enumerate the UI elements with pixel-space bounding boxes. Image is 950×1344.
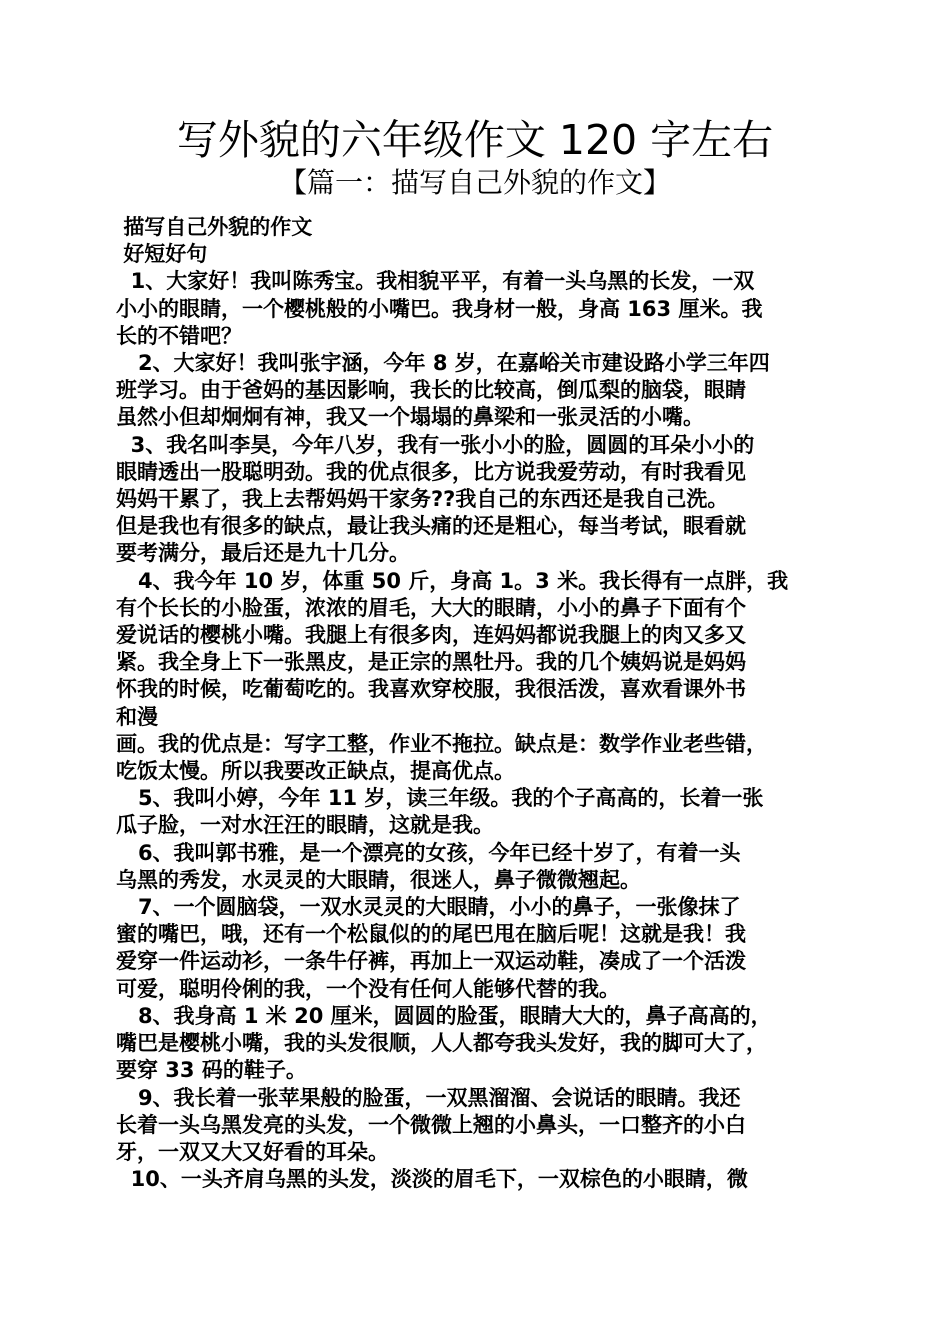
text-line: 描写自己外貌的作文 — [116, 215, 313, 239]
text-line: 瓜子脸，一对水汪汪的眼睛，这就是我。 — [116, 813, 494, 838]
text-line: 好短好句 — [116, 242, 208, 267]
text-line: 5、我叫小婷，今年 11 岁，读三年级。我的个子高高的，长着一张 — [116, 786, 764, 811]
document-body — [116, 214, 852, 1193]
text-line: 长的不错吧？ — [116, 323, 242, 348]
document-title: 写外貌的六年级作文 120 字左右 — [176, 116, 774, 164]
text-line: 3、我名叫李昊，今年八岁，我有一张小小的脸，圆圆的耳朵小小的 — [116, 432, 755, 457]
text-line: 爱穿一件运动衫，一条牛仔裤，再加上一双运动鞋，凑成了一个活泼 — [116, 949, 746, 974]
text-line: 班学习。由于爸妈的基因影响，我长的比较高，倒瓜梨的脑袋，眼睛 — [116, 378, 746, 403]
text-line: 嘴巴是樱桃小嘴，我的头发很顺，人人都夸我头发好，我的脚可大了， — [116, 1031, 767, 1056]
text-line: 怀我的时候，吃葡萄吃的。我喜欢穿校服，我很活泼，喜欢看课外书 — [116, 677, 746, 702]
text-line: 要考满分，最后还是九十几分。 — [116, 541, 410, 566]
text-line: 10、一头齐肩乌黑的头发，淡淡的眉毛下，一双棕色的小眼睛，微 — [116, 1167, 748, 1192]
text-line: 画。我的优点是：写字工整，作业不拖拉。缺点是：数学作业老些错， — [116, 731, 767, 756]
text-line: 虽然小但却炯炯有神，我又一个塌塌的鼻梁和一张灵活的小嘴。 — [116, 405, 704, 430]
text-line: 4、我今年 10 岁，体重 50 斤，身高 1。3 米。我长得有一点胖，我 — [116, 568, 789, 593]
text-line: 但是我也有很多的缺点，最让我头痛的还是粗心，每当考试，眼看就 — [116, 514, 746, 539]
text-line: 要穿 33 码的鞋子。 — [116, 1058, 307, 1083]
text-line: 有个长长的小脸蛋，浓浓的眉毛，大大的眼睛，小小的鼻子下面有个 — [116, 595, 746, 620]
text-line: 爱说话的樱桃小嘴。我腿上有很多肉，连妈妈都说我腿上的肉又多又 — [116, 623, 746, 648]
text-line: 长着一头乌黑发亮的头发，一个微微上翘的小鼻头，一口整齐的小白 — [116, 1112, 746, 1137]
text-line: 1、大家好！我叫陈秀宝。我相貌平平，有着一头乌黑的长发，一双 — [116, 269, 755, 294]
text-line: 乌黑的秀发，水灵灵的大眼睛，很迷人，鼻子微微翘起。 — [116, 867, 641, 892]
text-line: 和漫 — [116, 704, 158, 729]
text-line: 妈妈干累了，我上去帮妈妈干家务??我自己的东西还是我自己洗。 — [116, 487, 729, 512]
document-subtitle: 【篇一：描写自己外貌的作文】 — [278, 166, 671, 199]
text-line: 吃饭太慢。所以我要改正缺点，提高优点。 — [116, 759, 515, 784]
text-line: 小小的眼睛，一个樱桃般的小嘴巴。我身材一般，身高 163 厘米。我 — [116, 296, 763, 321]
text-line: 2、大家好！我叫张宇涵，今年 8 岁，在嘉峪关市建设路小学三年四 — [116, 351, 770, 376]
text-line: 蜜的嘴巴，哦，还有一个松鼠似的的尾巴甩在脑后呢！这就是我！我 — [116, 922, 746, 947]
text-line: 眼睛透出一股聪明劲。我的优点很多，比方说我爱劳动，有时我看见 — [116, 459, 746, 484]
text-line: 9、我长着一张苹果般的脸蛋，一双黑溜溜、会说话的眼睛。我还 — [116, 1085, 741, 1110]
text-line: 6、我叫郭书雅，是一个漂亮的女孩，今年已经十岁了，有着一头 — [116, 840, 741, 865]
text-line: 8、我身高 1 米 20 厘米，圆圆的脸蛋，眼睛大大的，鼻子高高的， — [116, 1003, 772, 1028]
text-line: 紧。我全身上下一张黑皮，是正宗的黑牡丹。我的几个姨妈说是妈妈 — [116, 650, 746, 675]
text-line: 牙，一双又大又好看的耳朵。 — [116, 1139, 389, 1164]
text-line: 可爱，聪明伶俐的我，一个没有任何人能够代替的我。 — [116, 976, 620, 1001]
text-line: 7、一个圆脑袋，一双水灵灵的大眼睛，小小的鼻子，一张像抹了 — [116, 895, 741, 920]
